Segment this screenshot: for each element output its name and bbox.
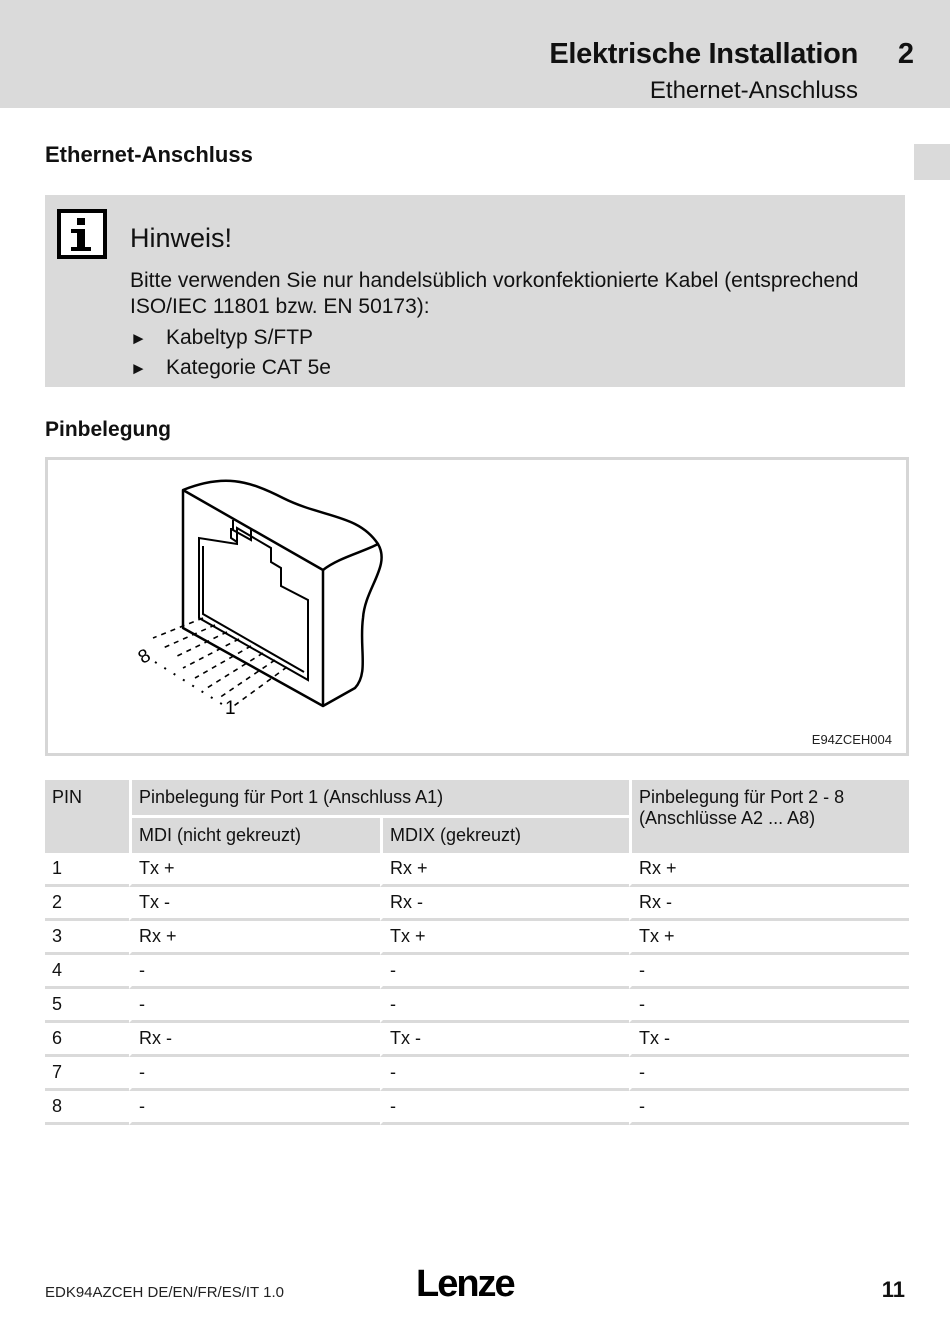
cell-pin: 4 xyxy=(45,955,129,989)
cell-mdi: Rx + xyxy=(129,921,380,955)
cell-mdi: Rx - xyxy=(129,1023,380,1057)
cell-port2-8: Tx - xyxy=(629,1023,909,1057)
header-mdi: MDI (nicht gekreuzt) xyxy=(129,815,380,853)
cell-port2-8: - xyxy=(629,955,909,989)
table-row xyxy=(45,1023,909,1057)
note-title: Hinweis! xyxy=(130,223,233,253)
cell-port2-8: Rx - xyxy=(629,887,909,921)
rj45-connector-drawing xyxy=(133,468,453,728)
cell-mdix: Rx - xyxy=(380,887,629,921)
cell-port2-8: - xyxy=(629,1091,909,1125)
list-item xyxy=(130,353,331,383)
cell-mdi: - xyxy=(129,1057,380,1091)
table-row xyxy=(45,1057,909,1091)
cell-mdix: Tx + xyxy=(380,921,629,955)
cell-port2-8: - xyxy=(629,989,909,1023)
cell-mdix: - xyxy=(380,989,629,1023)
cell-port2-8: Rx + xyxy=(629,853,909,887)
cell-mdi: - xyxy=(129,989,380,1023)
cell-pin: 5 xyxy=(45,989,129,1023)
bullet-text: Kabeltyp S/FTP xyxy=(166,326,314,349)
cell-port2-8: Tx + xyxy=(629,921,909,955)
lenze-logo: Lenze xyxy=(416,1263,514,1305)
footer-document-id: EDK94AZCEH DE/EN/FR/ES/IT 1.0 xyxy=(45,1284,284,1301)
section-heading: Ethernet-Anschluss xyxy=(45,142,253,167)
cell-port2-8: - xyxy=(629,1057,909,1091)
cell-pin: 6 xyxy=(45,1023,129,1057)
chapter-side-tab xyxy=(914,144,950,180)
bullet-arrow-icon: ► xyxy=(130,329,147,348)
table-row xyxy=(45,853,909,887)
pinout-heading: Pinbelegung xyxy=(45,418,171,441)
pin-label-8: 8 xyxy=(134,645,155,669)
pin-label-1: 1 xyxy=(225,698,236,719)
header-port1: Pinbelegung für Port 1 (Anschluss A1) xyxy=(129,780,629,815)
cell-mdix: - xyxy=(380,1057,629,1091)
bullet-text: Kategorie CAT 5e xyxy=(166,356,331,379)
header-mdix: MDIX (gekreuzt) xyxy=(380,815,629,853)
cell-pin: 3 xyxy=(45,921,129,955)
chapter-title: Elektrische Installation xyxy=(549,38,858,70)
figure-code: E94ZCEH004 xyxy=(811,732,892,747)
table-row xyxy=(45,989,909,1023)
cell-pin: 2 xyxy=(45,887,129,921)
cell-pin: 1 xyxy=(45,853,129,887)
page-header xyxy=(0,0,950,108)
note-text: Bitte verwenden Sie nur handelsüblich vorkonfektionierte Kabel (entsprechend ISO/IEC 11801 bzw. EN 50173): xyxy=(130,269,859,318)
cell-mdix: - xyxy=(380,1091,629,1125)
page-number: 11 xyxy=(881,1277,905,1302)
bullet-arrow-icon: ► xyxy=(130,359,147,378)
cell-mdi: - xyxy=(129,955,380,989)
header-port2-8: Pinbelegung für Port 2 - 8 (Anschlüsse A2 ... A8) xyxy=(629,780,909,853)
cell-mdix: - xyxy=(380,955,629,989)
connector-figure xyxy=(45,457,909,756)
note-bullet-list xyxy=(130,323,331,383)
cell-mdix: Rx + xyxy=(380,853,629,887)
header-pin: PIN xyxy=(45,780,129,853)
cell-pin: 7 xyxy=(45,1057,129,1091)
cell-pin: 8 xyxy=(45,1091,129,1125)
cell-mdix: Tx - xyxy=(380,1023,629,1057)
cell-mdi: - xyxy=(129,1091,380,1125)
list-item xyxy=(130,323,331,353)
cell-mdi: Tx - xyxy=(129,887,380,921)
info-icon xyxy=(57,209,107,259)
section-subtitle: Ethernet-Anschluss xyxy=(649,77,858,104)
table-row xyxy=(45,921,909,955)
cell-mdi: Tx + xyxy=(129,853,380,887)
table-row xyxy=(45,1091,909,1125)
table-row xyxy=(45,887,909,921)
chapter-number: 2 xyxy=(897,38,914,70)
note-box xyxy=(45,195,905,387)
table-row xyxy=(45,955,909,989)
pin-assignment-table xyxy=(45,780,909,1125)
